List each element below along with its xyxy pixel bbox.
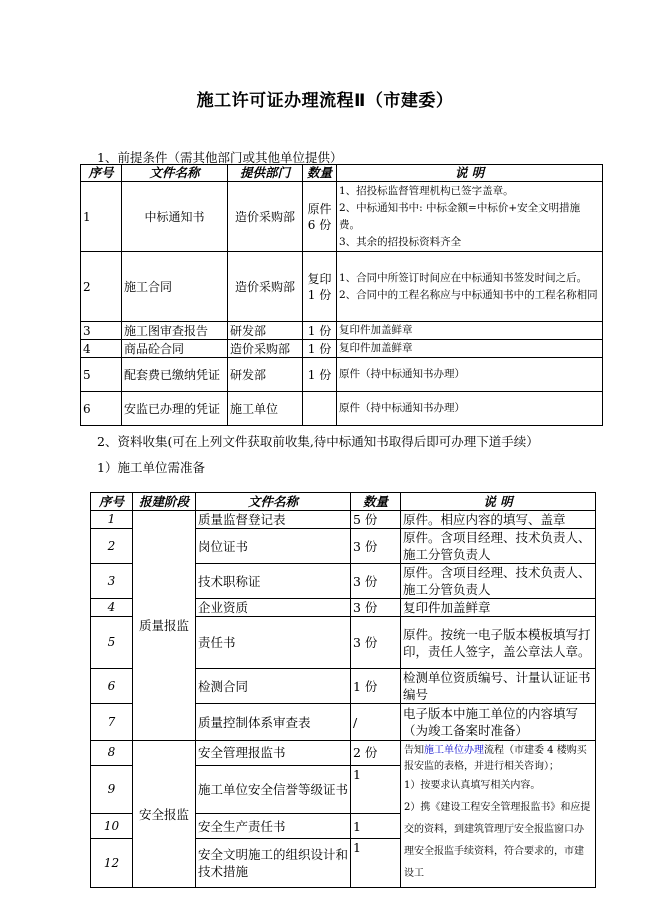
row-qty: 1 bbox=[351, 814, 401, 839]
table-row bbox=[91, 511, 596, 529]
row-no: 3 bbox=[81, 322, 122, 340]
row-name: 质量控制体系审查表 bbox=[196, 704, 351, 741]
header-name: 文件名称 bbox=[196, 493, 351, 511]
row-qty: 3 份 bbox=[351, 529, 401, 564]
row-no: 1 bbox=[91, 511, 133, 529]
row-name: 中标通知书 bbox=[122, 182, 228, 252]
row-name: 施工合同 bbox=[122, 252, 228, 322]
row-name: 技术职称证 bbox=[196, 564, 351, 599]
header-qty: 数量 bbox=[303, 165, 337, 182]
row-name: 检测合同 bbox=[196, 669, 351, 704]
safety-note bbox=[401, 741, 596, 888]
header-note: 说 明 bbox=[337, 165, 603, 182]
row-name: 岗位证书 bbox=[196, 529, 351, 564]
row-note: 复印件加盖鲜章 bbox=[401, 599, 596, 617]
row-qty: 1 bbox=[351, 765, 401, 814]
table-row bbox=[81, 322, 603, 340]
row-no: 6 bbox=[91, 669, 133, 704]
row-no: 5 bbox=[91, 617, 133, 669]
header-qty: 数量 bbox=[351, 493, 401, 511]
materials-table bbox=[90, 492, 596, 888]
row-note: 原件。按统一电子版本模板填写打印，责任人签字，盖公章法人章。 bbox=[401, 617, 596, 669]
row-no: 8 bbox=[91, 741, 133, 766]
table-row bbox=[81, 340, 603, 358]
row-qty: 3 份 bbox=[351, 599, 401, 617]
row-note: 原件（持中标通知书办理） bbox=[337, 392, 603, 426]
table-row bbox=[91, 741, 596, 766]
safety-note-line: 2）携《建设工程安全管理报监书》和应提交的资料，到建筑管理厅安全报监窗口办理安全报监手续资料，符合要求的，市建设工 bbox=[404, 802, 591, 879]
header-no: 序号 bbox=[81, 165, 122, 182]
row-qty: 1 份 bbox=[351, 669, 401, 704]
section2-subheading: 1）施工单位需准备 bbox=[97, 460, 205, 475]
row-note bbox=[337, 252, 603, 322]
row-name: 责任书 bbox=[196, 617, 351, 669]
row-qty: 5 份 bbox=[351, 511, 401, 529]
section1-heading: 1、前提条件（需其他部门或其他单位提供） bbox=[97, 150, 343, 165]
row-no: 3 bbox=[91, 564, 133, 599]
row-qty: 3 份 bbox=[351, 564, 401, 599]
row-qty: 1 bbox=[351, 839, 401, 888]
row-no: 9 bbox=[91, 765, 133, 814]
row-name: 企业资质 bbox=[196, 599, 351, 617]
note-line: 2、合同中的工程名称应与中标通知书中的工程名称相同 bbox=[339, 288, 598, 301]
row-qty: 3 份 bbox=[351, 617, 401, 669]
stage-quality: 质量报监 bbox=[133, 511, 196, 741]
row-name: 安全文明施工的组织设计和技术措施 bbox=[196, 839, 351, 888]
row-name: 施工图审查报告 bbox=[122, 322, 228, 340]
row-no: 12 bbox=[91, 839, 133, 888]
row-note bbox=[337, 182, 603, 252]
note-line: 1、合同中所签订时间应在中标通知书签发时间之后。 bbox=[339, 271, 588, 284]
row-note: 复印件加盖鲜章 bbox=[337, 340, 603, 358]
row-no: 4 bbox=[91, 599, 133, 617]
row-name: 安全管理报监书 bbox=[196, 741, 351, 766]
header-stage: 报建阶段 bbox=[133, 493, 196, 511]
row-dept: 研发部 bbox=[228, 358, 303, 392]
row-no: 6 bbox=[81, 392, 122, 426]
row-note: 检测单位资质编号、计量认证证书编号 bbox=[401, 669, 596, 704]
header-dept: 提供部门 bbox=[228, 165, 303, 182]
row-dept: 造价采购部 bbox=[228, 182, 303, 252]
header-note: 说 明 bbox=[401, 493, 596, 511]
row-qty: 2 份 bbox=[351, 741, 401, 766]
safety-note-link[interactable]: 施工单位办理 bbox=[424, 745, 484, 756]
row-name: 安监已办理的凭证 bbox=[122, 392, 228, 426]
row-no: 2 bbox=[91, 529, 133, 564]
header-name: 文件名称 bbox=[122, 165, 228, 182]
table-row bbox=[81, 392, 603, 426]
prerequisite-table bbox=[80, 164, 603, 426]
note-line: 1、招投标监督管理机构已签字盖章。 bbox=[339, 184, 514, 197]
row-note: 复印件加盖鲜章 bbox=[337, 322, 603, 340]
section2-heading: 2、资料收集(可在上列文件获取前收集,待中标通知书取得后即可办理下道手续） bbox=[97, 434, 539, 449]
safety-note-rest: 流程（市建委 4 楼购买报安监的表格，并进行相关咨询）； bbox=[404, 745, 587, 772]
row-qty: / bbox=[351, 704, 401, 741]
table-header-row bbox=[91, 493, 596, 511]
row-note: 原件。相应内容的填写、盖章 bbox=[401, 511, 596, 529]
note-line: 3、其余的招投标资料齐全 bbox=[339, 235, 462, 248]
row-no: 2 bbox=[81, 252, 122, 322]
row-note: 电子版本中施工单位的内容填写（为竣工备案时准备） bbox=[401, 704, 596, 741]
row-no: 5 bbox=[81, 358, 122, 392]
table-row bbox=[81, 358, 603, 392]
row-note: 原件。含项目经理、技术负责人、施工分管负责人 bbox=[401, 529, 596, 564]
row-note: 原件。含项目经理、技术负责人、施工分管负责人 bbox=[401, 564, 596, 599]
table-header-row bbox=[81, 165, 603, 182]
row-dept: 造价采购部 bbox=[228, 252, 303, 322]
safety-note-prefix: 告知 bbox=[404, 745, 424, 756]
row-no: 4 bbox=[81, 340, 122, 358]
safety-note-line bbox=[404, 743, 592, 775]
row-dept: 研发部 bbox=[228, 322, 303, 340]
row-qty: 1 份 bbox=[303, 322, 337, 340]
row-note: 原件（持中标通知书办理） bbox=[337, 358, 603, 392]
page-title: 施工许可证办理流程Ⅱ（市建委） bbox=[196, 91, 454, 111]
row-name: 施工单位安全信誉等级证书 bbox=[196, 765, 351, 814]
row-no: 1 bbox=[81, 182, 122, 252]
row-name: 安全生产责任书 bbox=[196, 814, 351, 839]
safety-note-line: 1）按要求认真填写相关内容。 bbox=[404, 780, 541, 791]
table-row bbox=[81, 182, 603, 252]
header-no: 序号 bbox=[91, 493, 133, 511]
row-qty: 1 份 bbox=[303, 358, 337, 392]
row-name: 配套费已缴纳凭证 bbox=[122, 358, 228, 392]
row-qty: 原件 6 份 bbox=[303, 182, 337, 252]
row-name: 质量监督登记表 bbox=[196, 511, 351, 529]
stage-safety: 安全报监 bbox=[133, 741, 196, 888]
table-row bbox=[81, 252, 603, 322]
row-qty bbox=[303, 392, 337, 426]
row-qty: 1 份 bbox=[303, 340, 337, 358]
row-qty: 复印 1 份 bbox=[303, 252, 337, 322]
row-no: 10 bbox=[91, 814, 133, 839]
row-dept: 造价采购部 bbox=[228, 340, 303, 358]
row-dept: 施工单位 bbox=[228, 392, 303, 426]
row-name: 商品砼合同 bbox=[122, 340, 228, 358]
note-line: 2、中标通知书中: 中标金额=中标价+安全文明措施费。 bbox=[339, 201, 581, 231]
row-no: 7 bbox=[91, 704, 133, 741]
